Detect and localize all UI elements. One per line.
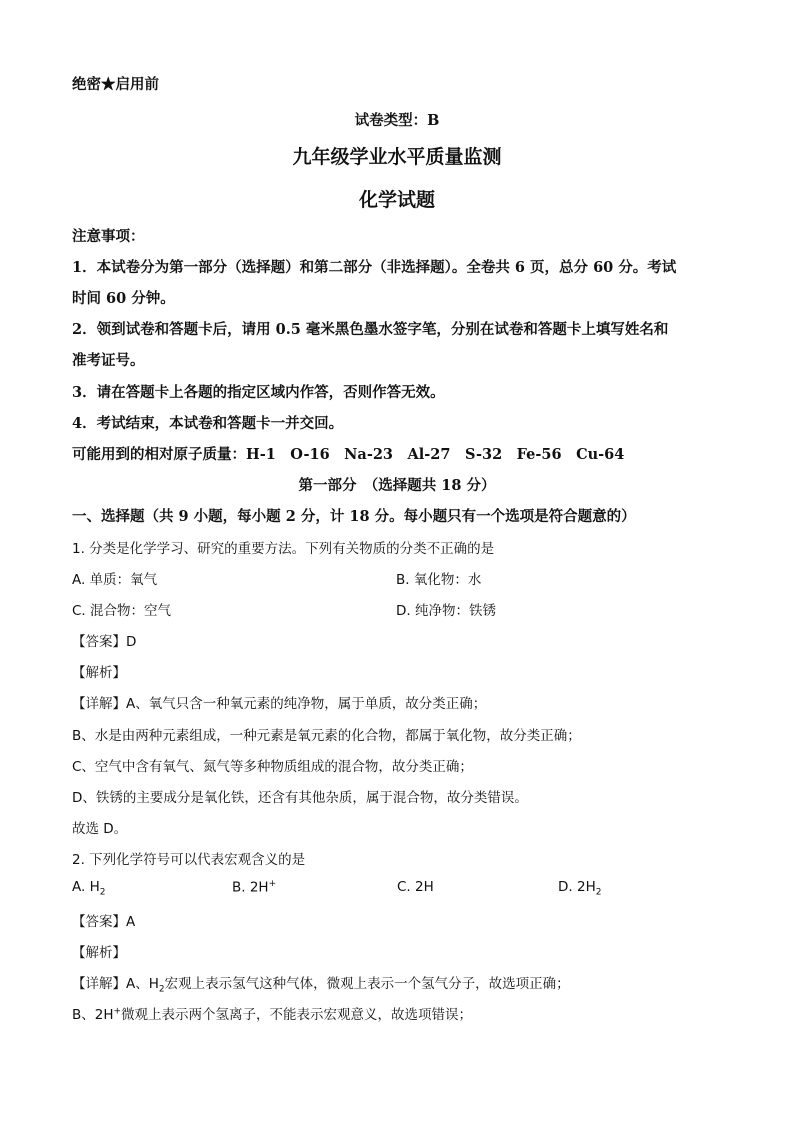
section-title: 一、选择题（共 9 小题，每小题 2 分，计 18 分。每小题只有一个选项是符合题意的） xyxy=(72,508,636,525)
q1-analysis: 【解析】 xyxy=(72,665,126,681)
q1-option-a: A. 单质：氧气 xyxy=(72,572,158,588)
q2-analysis: 【解析】 xyxy=(72,945,126,961)
note-1-cont: 时间 60 分钟。 xyxy=(72,290,175,307)
q2-answer: 【答案】A xyxy=(72,914,136,930)
q2-option-d: D. $2H_2$ xyxy=(558,879,602,898)
q1-option-c: C. 混合物：空气 xyxy=(72,603,172,619)
note-1: 1．本试卷分为第一部分（选择题）和第二部分（非选择题）。全卷共 6 页，总分 60 分。考试 xyxy=(72,259,677,276)
atomic-masses: 可能用到的相对原子质量：H-1 O-16 Na-23 Al-27 S-32 Fe-56 Cu-64 xyxy=(72,446,625,463)
q1-explain-d: D、铁锈的主要成分是氧化铁，还含有其他杂质，属于混合物，故分类错误。 xyxy=(72,790,528,806)
page-title: 九年级学业水平质量监测 xyxy=(292,146,502,168)
note-2: 2．领到试卷和答题卡后，请用 0.5 毫米黑色墨水签字笔，分别在试卷和答题卡上填写姓名和 xyxy=(72,321,669,338)
q2-explain-b: B、2H+微观上表示两个氢离子，不能表示宏观意义，故选项错误； xyxy=(72,1006,473,1023)
q2-option-c: C. 2H xyxy=(397,879,434,895)
q1-stem: 1. 分类是化学学习、研究的重要方法。下列有关物质的分类不正确的是 xyxy=(72,541,495,557)
secret-label: 绝密★启用前 xyxy=(72,76,159,93)
q2-detail: 【详解】A、$H_2$宏观上表示氢气这种气体，微观上表示一个氢气分子，故选项正确； xyxy=(72,976,570,995)
note-4: 4．考试结束，本试卷和答题卡一并交回。 xyxy=(72,415,344,432)
q1-explain-c: C、空气中含有氧气、氮气等多种物质组成的混合物，故分类正确； xyxy=(72,759,473,775)
q2-option-b: B. 2H+ xyxy=(232,879,277,896)
note-3: 3．请在答题卡上各题的指定区域内作答，否则作答无效。 xyxy=(72,384,445,401)
q1-choose: 故选 D。 xyxy=(72,821,128,837)
q2-option-a: A. $H_2$ xyxy=(72,879,106,898)
part1-title: 第一部分 （选择题共 18 分） xyxy=(298,477,496,494)
notes-heading: 注意事项： xyxy=(72,228,145,245)
q2-stem: 2. 下列化学符号可以代表宏观含义的是 xyxy=(72,852,306,868)
q1-answer: 【答案】D xyxy=(72,634,137,650)
page-subtitle: 化学试题 xyxy=(358,189,435,211)
q1-explain-b: B、水是由两种元素组成，一种元素是氧元素的化合物，都属于氧化物，故分类正确； xyxy=(72,728,581,744)
paper-type: 试卷类型：B xyxy=(354,112,440,129)
q1-option-d: D. 纯净物：铁锈 xyxy=(396,603,496,619)
note-2-cont: 准考证号。 xyxy=(72,352,145,369)
q1-detail: 【详解】A、氧气只含一种氧元素的纯净物，属于单质，故分类正确； xyxy=(72,696,487,712)
q1-option-b: B. 氧化物：水 xyxy=(396,572,482,588)
